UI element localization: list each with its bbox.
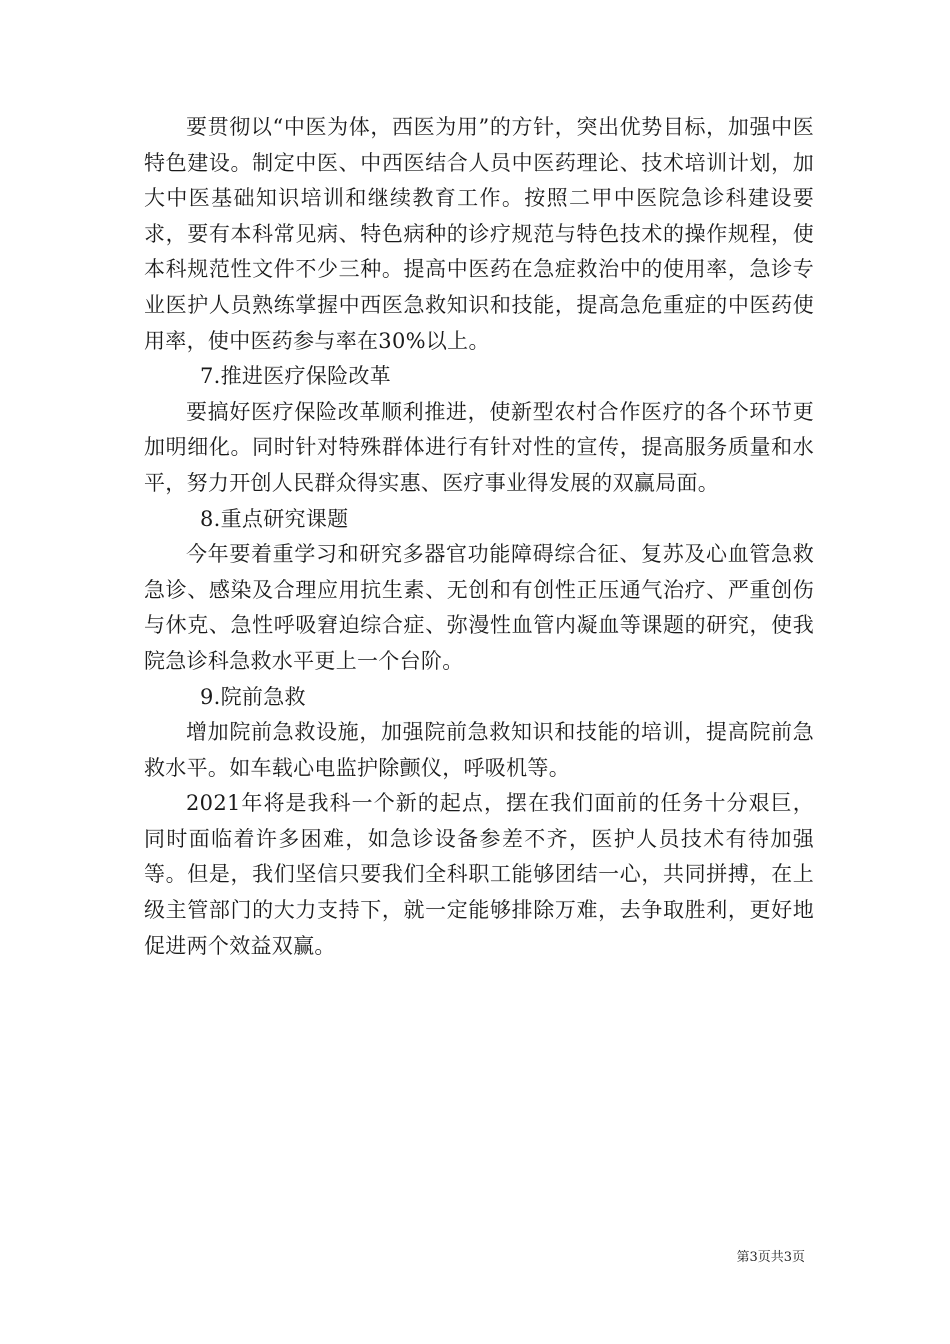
heading-medical-insurance-reform: 7.推进医疗保险改革 <box>200 364 392 389</box>
paragraph-medical-insurance: 要搞好医疗保险改革顺利推进，使新型农村合作医疗的各个环节更加明细化。同时针对特殊群体进行有针对性的宣传，提高服务质量和水平，努力开创人民群众得实惠、医疗事业得发展的双赢局面。 <box>144 399 814 495</box>
document-body <box>144 110 814 964</box>
paragraph-tcm-development: 要贯彻以“中医为体，西医为用”的方针，突出优势目标，加强中医特色建设。制定中医、中西医结合人员中医药理论、技术培训计划，加大中医基础知识培训和继续教育工作。按照二甲中医院急诊科建设要求，要有本科常见病、特色病种的诊疗规范与特色技术的操作规程，使本科规范性文件不少三种。提高中医药在急症救治中的使用率，急诊专业医护人员熟练掌握中西医急救知识和技能，提高急危重症的中医药使用率，使中医药参与率在30%以上。 <box>144 115 814 353</box>
page-number-footer: 第3页共3页 <box>736 1250 805 1265</box>
paragraph-prehospital-care: 增加院前急救设施，加强院前急救知识和技能的培训，提高院前急救水平。如车载心电监护除颤仪，呼吸机等。 <box>144 720 814 780</box>
paragraph-research-topics: 今年要着重学习和研究多器官功能障碍综合征、复苏及心血管急救急诊、感染及合理应用抗生素、无创和有创性正压通气治疗、严重创伤与休克、急性呼吸窘迫综合症、弥漫性血管内凝血等课题的研究，使我院急诊科急救水平更上一个台阶。 <box>144 542 814 673</box>
heading-prehospital-care: 9.院前急救 <box>200 684 306 709</box>
paragraph-conclusion: 2021年将是我科一个新的起点，摆在我们面前的任务十分艰巨，同时面临着许多困难，如急诊设备参差不齐，医护人员技术有待加强等。但是，我们坚信只要我们全科职工能够团结一心，共同拼搏，在上级主管部门的大力支持下，就一定能够排除万难，去争取胜利，更好地促进两个效益双赢。 <box>144 791 814 958</box>
heading-key-research-topics: 8.重点研究课题 <box>200 506 349 531</box>
